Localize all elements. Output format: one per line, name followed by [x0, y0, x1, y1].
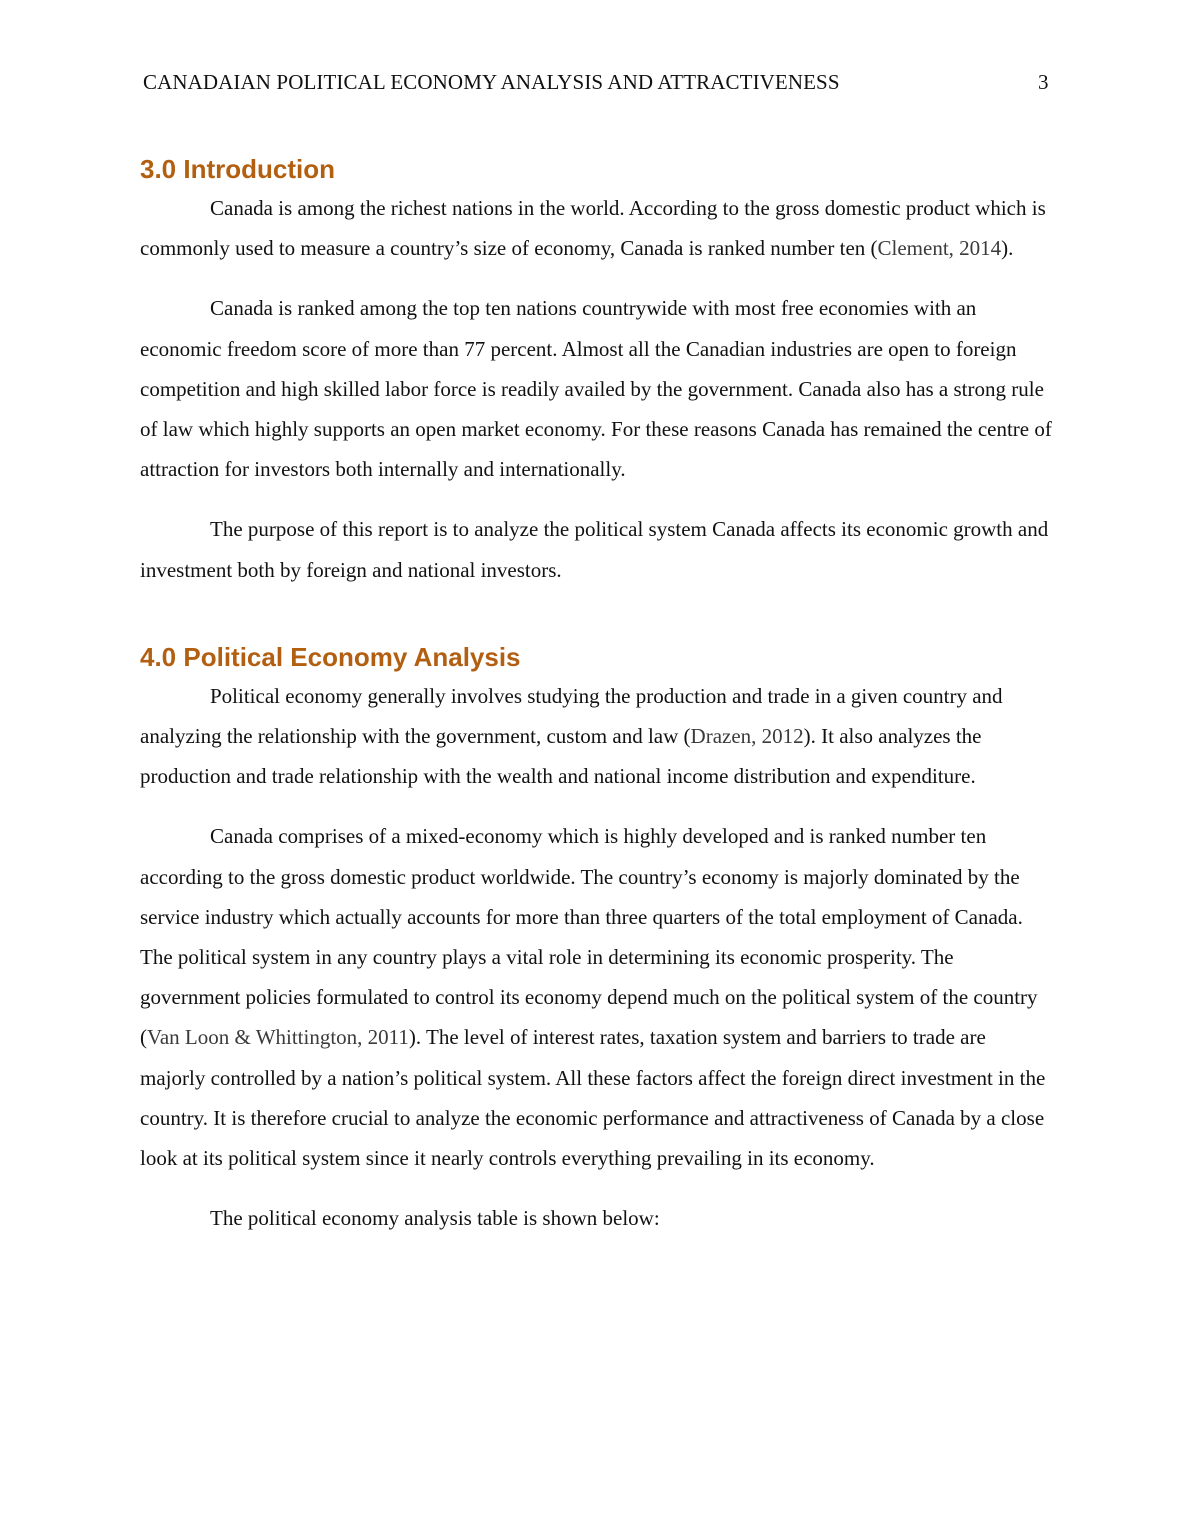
document-body [140, 150, 1052, 1238]
analysis-p2-text-a: Canada comprises of a mixed-economy which is highly developed and is ranked number ten according to the gross domestic product worldwide. The country’s economy is majorly dominated by the service industry which actually accounts for more than three quarters of the total employment of Canada. The political system in any country plays a vital role in determining its economic prosperity. The government policies formulated to control its economy depend much on the political system of the country ( [140, 824, 1038, 1050]
section-heading-introduction: 3.0 Introduction [140, 154, 335, 184]
analysis-p2-text-b: ). The level of interest rates, taxation system and barriers to trade are majorly controlled by a nation’s political system. All these factors affect the foreign direct investment in the country. It is therefore crucial to analyze the economic performance and attractiveness of Canada by a close look at its political system since it nearly controls everything prevailing in its economy. [140, 1025, 1046, 1171]
intro-p1-text-b: ). [1001, 236, 1014, 261]
citation-clement: Clement, 2014 [877, 236, 1002, 261]
analysis-p1-text-b: ). It also analyzes the production and trade relationship with the wealth and national income distribution and expenditure. [140, 724, 982, 789]
intro-paragraph-1 [140, 188, 1052, 268]
citation-drazen: Drazen, 2012 [690, 724, 804, 749]
running-head: CANADAIAN POLITICAL ECONOMY ANALYSIS AND ATTRACTIVENESS [143, 70, 840, 94]
intro-p1-text-a: Canada is among the richest nations in the world. According to the gross domestic product which is commonly used to measure a country’s size of economy, Canada is ranked number ten ( [140, 196, 1046, 261]
analysis-paragraph-1 [140, 676, 1052, 797]
analysis-p1-text-a: Political economy generally involves studying the production and trade in a given country and analyzing the relationship with the government, custom and law ( [140, 683, 1003, 749]
intro-paragraph-3: The purpose of this report is to analyze the political system Canada affects its economic growth and investment both by foreign and national investors. [140, 517, 1049, 582]
citation-van-loon: Van Loon & Whittington, 2011 [147, 1025, 409, 1050]
intro-paragraph-2: Canada is ranked among the top ten nations countrywide with most free economies with an economic freedom score of more than 77 percent. Almost all the Canadian industries are open to foreign competition and high skilled labor force is readily availed by the government. Canada also has a strong rule of law which highly supports an open market economy. For these reasons Canada has remained the centre of attraction for investors both internally and internationally. [140, 296, 1052, 482]
section-heading-political-economy: 4.0 Political Economy Analysis [140, 641, 521, 672]
page-number: 3 [1038, 70, 1049, 94]
analysis-paragraph-3: The political economy analysis table is shown below: [210, 1206, 660, 1231]
analysis-paragraph-2 [140, 816, 1052, 1178]
